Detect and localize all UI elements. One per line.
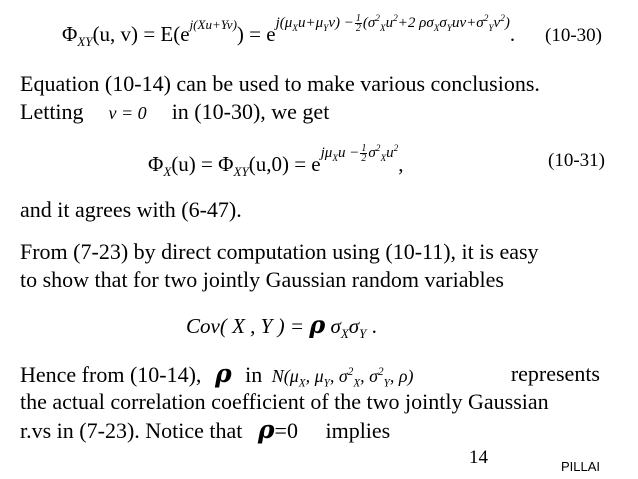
fraction-half: $\frac{1}{2}$ [355,13,361,35]
paragraph-letting: Letting v = 0 in (10-30), we get [20,99,330,124]
math-v-equals-zero: v = 0 [108,103,147,123]
paragraph-from-7-23-line2: to show that for two jointly Gaussian random variables [20,267,504,292]
paragraph-conclusions: Equation (10-14) can be used to make various conclusions. [20,71,540,96]
footer-author: PILLAI [561,459,601,474]
equation-number-10-31: (10-31) [548,150,605,171]
equation-covariance: Cov( X , Y ) = ρ $\sigma_X\sigma_Y$ . [186,310,377,342]
paragraph-notice: r.vs in (7-23). Notice that ρ=0 implies [20,415,391,444]
page-number: 14 [469,447,488,468]
fraction-half-2: $\frac{1}{2}$ [361,143,367,165]
equation-10-30: $\Phi_{XY}(u$, $v) = E(e^{j(Xu+Yv)}) = e^{j(\mu_Xu+\mu_Yv) - \frac{1}{2} (\sigma^2_Xu^2+2 \rho\sigma_X\sigma_Yuv+\sigma^2_Yv^2)}$. [62,13,516,50]
paragraph-correlation: the actual correlation coefficient of the two jointly Gaussian [20,389,549,414]
equation-number-10-30: (10-30) [545,25,602,46]
equation-10-31: $\Phi_X(u) = \Phi_{XY}(u,0) = e^{j\mu_Xu - \frac{1}{2} \sigma^2_Xu^2}$, [148,143,404,180]
paragraph-agrees: and it agrees with (6-47). [20,197,242,222]
paragraph-hence: Hence from (10-14), ρ in $N(\mu_X$, $\mu_Y$, $\sigma^2_X$, $\sigma^2_Y$, ρ) represents [20,359,600,390]
paragraph-from-7-23-line1: From (7-23) by direct computation using (10-11), it is easy [20,239,539,264]
math-normal-distribution: $N(\mu_X$, $\mu_Y$, $\sigma^2_X$, $\sigma^2_Y$, ρ) [271,366,414,390]
